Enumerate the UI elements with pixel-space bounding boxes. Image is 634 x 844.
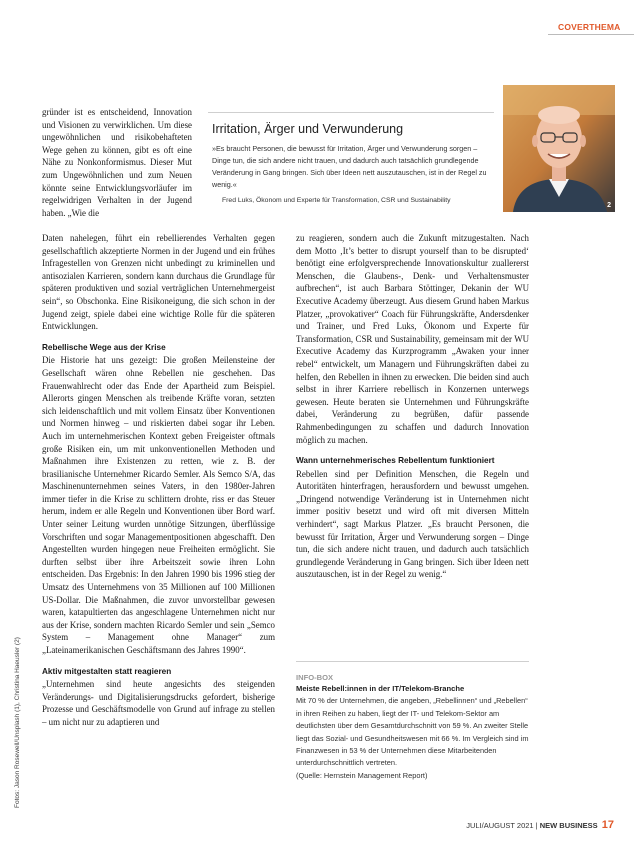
issue-date: JULI/AUGUST 2021 <box>466 821 534 830</box>
paragraph: „Unternehmen sind heute angesichts des steigenden Veränderungs- und Digitalisierungsdrucks gefordert, bisherige Prozesse und Geschäftsmodelle von Grund auf infrage zu stellen – um nicht nur zu adaptieren und <box>42 679 275 727</box>
subheading: Wann unternehmerisches Rebellentum funktioniert <box>296 456 495 466</box>
info-box-text: Mit 70 % der Unternehmen, die angeben, „Rebellinnen“ und „Rebellen“ in ihren Reihen zu haben, liegt der IT- und Telekom-Sektor am deutlichsten über dem Gesamtdurchschnitt von 59 %. An zweiter Stelle liegt das Sozial- und Gesundheitswesen mit 66 %. Im Vergleich sind im Finanzwesen in 53 % der Unternehmen diese Mitarbeitenden unterdurchschnittlich vertreten. <box>296 696 529 768</box>
page-number: 17 <box>601 819 614 831</box>
photo-number: 2 <box>607 202 611 209</box>
paragraph: gründer ist es entscheidend, Innovation und Visionen zu verwirklichen. Um diese ungewöhnlichen und risikobehafteten Wege gehen zu können, gibt es oft eine Nähe zu Nonkonformismus. Dieser Mut zum Ungewöhnlichen und zum Neuen könnte seine Entwicklungsvorläufer im regelwidrigen Verhalten in der Jugend haben. „Wie die <box>42 107 192 218</box>
info-box-label: INFO-BOX <box>296 673 334 682</box>
paragraph: Die Historie hat uns gezeigt: Die großen Meilensteine der Gesellschaft wären ohne Rebellen nie geschehen. Das Frauenwahlrecht oder das Ende der Apartheid zum Beispiel. Allerorts gingen Menschen als treibende Kräfte voran, setzten sich leidenschaftlich und mit vollem Einsatz über Konventionen und Normen hinweg – und riskierten dabei sogar ihr Leben. Auch im unternehmerischen Kontext geben Freigeister oftmals große Risiken ein, um mit unkonventionellen Methoden und Maßnahmen ihre Existenzen zu retten, wie z. B. der brasilianische Unternehmer Ricardo Semler. Als Semco S/A, das Maschinenunternehmen seines Vaters, in den 1980er-Jahren immer tiefer in die Krise zu schlittern drohte, riss er das Steuer herum, indem er alle Regeln und Konventionen über Bord warf. Unter seiner Leitung wurden unnötige Sitzungen, überflüssige Vorschriften und sogar Managementpositionen abgeschafft. Den Angestellten wurden hingegen neue Freiheiten ermöglicht. Sie durften selbst über ihre Arbeitszeit sowie ihren Lohn entscheiden. Das Ergebnis: In den Jahren 1990 bis 1996 stieg der Umsatz des Unternehmens von 35 Millionen auf 100 Millionen US-Dollar. Die Maßnahmen, die zuvor unvorstellbar gewesen waren, katapultierten das angeschlagene Unternehmen nicht nur aus der Krise, sondern machten Ricardo Semler und sein „Semco System – Management ohne Manager“ zum „Lateinamerikanischen Geschäftsmann des Jahres 1990“. <box>42 355 275 655</box>
pull-quote-author: Fred Luks, Ökonom und Experte für Transformation, CSR und Sustainability <box>222 197 451 204</box>
text-column-intro <box>42 106 192 219</box>
text-column-right <box>296 232 529 581</box>
footer-separator: | <box>535 821 538 830</box>
portrait-illustration <box>503 85 615 212</box>
pull-quote-box <box>208 112 494 212</box>
pull-quote-title: Irritation, Ärger und Verwunderung <box>212 122 404 136</box>
photo-credits: Fotos: Jason Rosewell/Unsplash (1), Christina Haeusler (2) <box>14 637 21 808</box>
info-box-source: (Quelle: Hernstein Management Report) <box>296 770 428 780</box>
info-box-title: Meiste Rebell:innen in der IT/Telekom-Branche <box>296 684 465 693</box>
paragraph: Daten nahelegen, führt ein rebellierendes Verhalten gegen gesellschaftlich akzeptierte Normen in der Jugend und ein frühes Infragestellen von Grenzen nicht unbedingt zu kriminellen und antisozialen Karrieren, sondern kann durchaus die Grundlage für späteren produktiven und sozial verträglichen Unternehmergeist sein“, so Obschonka. Eine Risikoneigung, die sich schon in der Jugend zeigt, spiele dabei eine wichtige Rolle für die späteren Entwicklungen. <box>42 233 275 332</box>
pull-quote-text: »Es braucht Personen, die bewusst für Irritation, Ärger und Verwunderung sorgen – Dinge tun, die sich andere nicht trauen, und dadurch auch tatsächlich grundlegende Veränderung in Gang bringen. Sich über Ideen nett auszutauschen, ist in der Regel zu wenig.« <box>212 144 487 189</box>
portrait-photo <box>503 85 615 212</box>
paragraph: Rebellen sind per Definition Menschen, die Regeln und Autoritäten hinterfragen, herausfordern und bewusst umgehen. „Dringend notwendige Veränderung ist in Unternehmen nicht immer positiv besetzt und wird oft mit diversen Mitteln verhindert“, sagt Markus Platzer. „Es braucht Personen, die bewusst für Irritation, Ärger und Verwunderung sorgen – Dinge tun, die sich andere nicht trauen, und dadurch auch tatsächlich grundlegende Veränderung in Gang bringen. Sich über Ideen nett auszutauschen, ist in der Regel zu wenig.“ <box>296 468 529 580</box>
page-footer <box>466 819 614 831</box>
magazine-name: NEW BUSINESS <box>539 821 598 830</box>
section-tag: COVERTHEMA <box>558 22 621 32</box>
info-box <box>296 661 529 782</box>
header-rule <box>548 34 634 35</box>
subheading: Rebellische Wege aus der Krise <box>42 342 166 352</box>
text-column-left <box>42 232 275 729</box>
paragraph: zu reagieren, sondern auch die Zukunft mitzugestalten. Nach dem Motto ‚It’s better to disrupt yourself than to be disrupted‘ benötigt eine erfolgversprechende Innovationskultur zuallererst Menschen, die Glaubens-, Denk- und Verhaltensmuster aufbrechen“, ist auch Barbara Stöttinger, Dekanin der WU Executive Academy überzeugt. Aus diesem Grund haben Markus Platzer, „provokativer“ Coach für Führungskräfte, Andersdenker und Trainer, und Fred Luks, Ökonom und Experte für Transformation, CSR und Sustainability, gemeinsam mit der WU Executive Academy das Kurzprogramm „Awaken your inner rebel“ entwickelt, um Managern und Führungskräften dabei zu helfen, den Rebellen in ihnen zu erwecken. Die beiden sind auch selbst in ihrer Karriere rebellisch in Konzernen unterwegs gewesen. Heute beraten sie Unternehmen und Führungskräfte dabei, Veränderung zu begrüßen, dafür passende Rahmenbedingungen zu schaffen und dadurch Innovation möglich zu machen. <box>296 233 529 445</box>
subheading: Aktiv mitgestalten statt reagieren <box>42 666 172 676</box>
